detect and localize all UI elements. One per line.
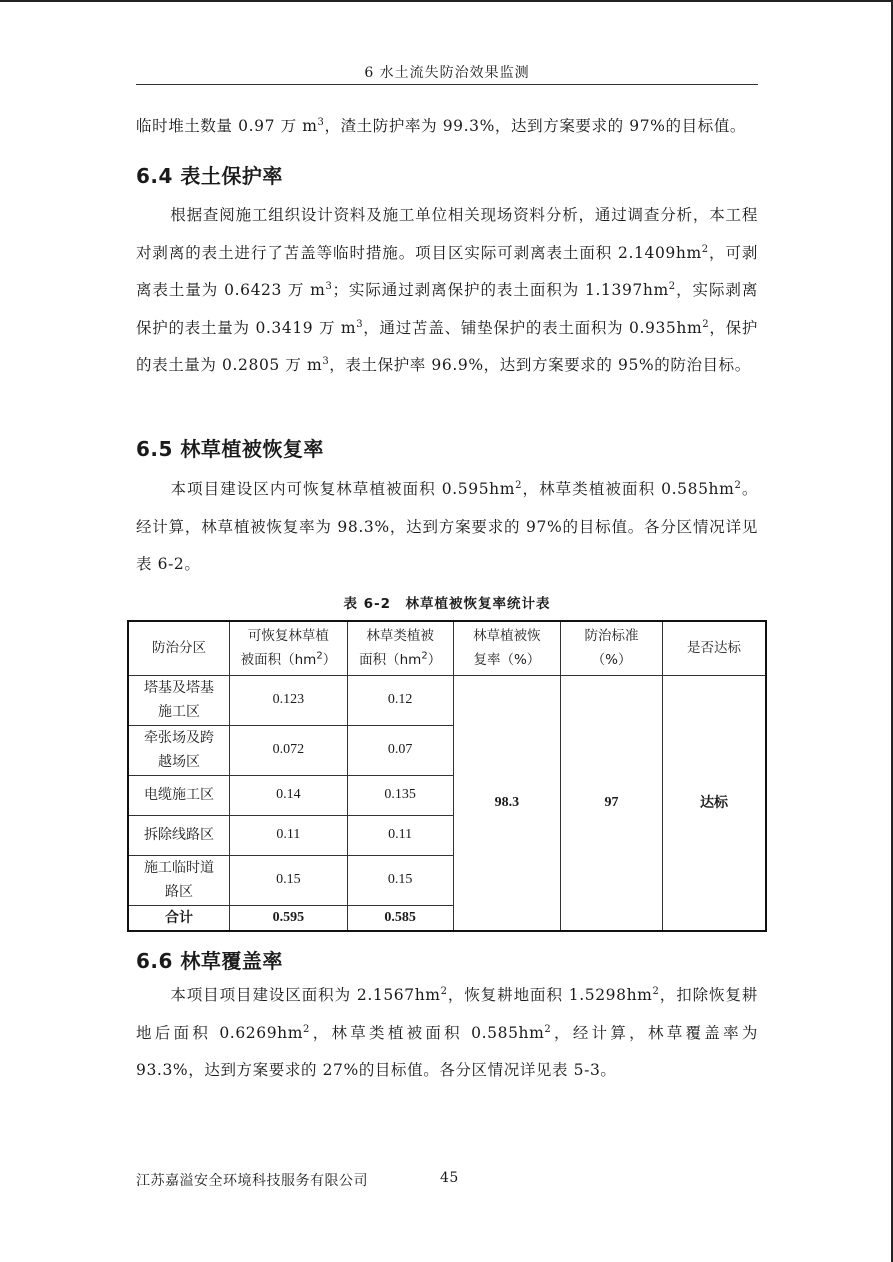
superscript: 2 xyxy=(440,985,448,997)
text-run: ，恢复耕地面积 1.5298hm xyxy=(447,986,653,1004)
superscript: 2 xyxy=(734,479,742,491)
carry-over-paragraph xyxy=(136,108,758,146)
restorable-cell: 0.072 xyxy=(230,725,348,775)
vegetation-cell: 0.11 xyxy=(347,815,453,855)
compliance-cell: 达标 xyxy=(662,675,766,931)
superscript: 3 xyxy=(322,355,330,367)
text-run: ，经计算，林草覆盖率为 93.3%，达到方案要求的 27%的目标值。各分区情况详见表 5-3。 xyxy=(136,1023,758,1079)
text-run: ，林草类植被面积 0.585hm xyxy=(310,1023,545,1042)
standard-cell: 97 xyxy=(561,675,663,931)
header-vegetation-area: 林草类植被 面积$(hm^2)$ xyxy=(347,621,453,675)
page-footer xyxy=(136,1170,459,1190)
table-header-row xyxy=(128,621,766,675)
text-run: 。经计算，林草植被恢复率为 98.3%，达到方案要求的 97%的目标值。各分区情况详见表 6-2。 xyxy=(136,480,758,573)
text-run: 临时堆土数量 0.97 万 m xyxy=(136,117,318,135)
header-compliance: 是否达标 xyxy=(662,621,766,675)
superscript: 2 xyxy=(668,280,676,292)
text-run: ，可剥离表土量为 0.6423 万 m xyxy=(136,243,758,299)
text-run: 本项目建设区内可恢复林草植被面积 0.595hm xyxy=(170,480,516,498)
recovery-rate-cell: 98.3 xyxy=(453,675,561,931)
text-run: ，林草类植被面积 0.585hm xyxy=(522,480,735,498)
text-run: ，扣除恢复耕地后面积 0.6269hm xyxy=(136,986,759,1042)
section-6-4-paragraph xyxy=(136,197,758,385)
superscript: 2 xyxy=(701,243,709,255)
superscript: 2 xyxy=(652,985,660,997)
total-vegetation-cell: 0.585 xyxy=(347,905,453,931)
header-recovery-rate: 林草植被恢 复率（%） xyxy=(453,621,561,675)
vegetation-recovery-table xyxy=(127,620,767,932)
vegetation-cell: 0.07 xyxy=(347,725,453,775)
footer-company: 江苏嘉溢安全环境科技服务有限公司 xyxy=(136,1173,368,1189)
section-heading-6-6: 6.6 林草覆盖率 xyxy=(136,949,283,973)
superscript: 2 xyxy=(303,1023,311,1035)
superscript: 2 xyxy=(702,318,710,330)
vegetation-cell: 0.15 xyxy=(347,855,453,905)
zone-cell: 拆除线路区 xyxy=(128,815,230,855)
header-zone: 防治分区 xyxy=(128,621,230,675)
restorable-cell: 0.123 xyxy=(230,675,348,725)
zone-cell: 塔基及塔基 施工区 xyxy=(128,675,230,725)
text-run: ，实际剥离保护的表土量为 0.3419 万 m xyxy=(136,281,758,337)
text-run: 本项目项目建设区面积为 2.1567hm xyxy=(170,986,441,1004)
superscript: 2 xyxy=(515,479,523,491)
total-restorable-cell: 0.595 xyxy=(230,905,348,931)
vegetation-cell: 0.12 xyxy=(347,675,453,725)
superscript: 3 xyxy=(356,318,364,330)
total-label-cell: 合计 xyxy=(128,905,230,931)
vegetation-cell: 0.135 xyxy=(347,775,453,815)
text-run: ，通过苫盖、铺垫保护的表土面积为 0.935hm xyxy=(363,318,703,337)
restorable-cell: 0.14 xyxy=(230,775,348,815)
text-run: 根据查阅施工组织设计资料及施工单位相关现场资料分析，通过调查分析，本工程对剥离的表土进行了苫盖等临时措施。项目区实际可剥离表土面积 2.1409hm xyxy=(136,206,758,262)
text-run: ；实际通过剥离保护的表土面积为 1.1397hm xyxy=(332,281,669,299)
superscript: 3 xyxy=(317,116,325,128)
superscript: 3 xyxy=(325,280,333,292)
table-caption: 表 6-2 林草植被恢复率统计表 xyxy=(343,596,551,612)
header-rule xyxy=(136,84,758,85)
text-run: ，保护的表土量为 0.2805 万 m xyxy=(136,318,758,374)
text-run: ，渣土防护率为 99.3%，达到方案要求的 97%的目标值。 xyxy=(324,117,747,135)
restorable-cell: 0.11 xyxy=(230,815,348,855)
header-standard: 防治标准 （%） xyxy=(561,621,663,675)
text-run: ，表土保护率 96.9%，达到方案要求的 95%的防治目标。 xyxy=(329,356,751,374)
page-number: 45 xyxy=(440,1170,459,1186)
superscript: 2 xyxy=(544,1023,552,1035)
section-6-6-paragraph xyxy=(136,977,758,1090)
page-top-border xyxy=(0,0,893,2)
section-heading-6-4: 6.4 表土保护率 xyxy=(136,164,283,188)
zone-cell: 电缆施工区 xyxy=(128,775,230,815)
restorable-cell: 0.15 xyxy=(230,855,348,905)
running-header: 6 水土流失防治效果监测 xyxy=(364,65,530,81)
zone-cell: 施工临时道 路区 xyxy=(128,855,230,905)
table-row xyxy=(128,675,766,725)
zone-cell: 牵张场及跨 越场区 xyxy=(128,725,230,775)
header-restorable-area: 可恢复林草植 被面积$(hm^2)$ xyxy=(230,621,348,675)
section-heading-6-5: 6.5 林草植被恢复率 xyxy=(136,437,324,461)
section-6-5-paragraph xyxy=(136,471,758,584)
